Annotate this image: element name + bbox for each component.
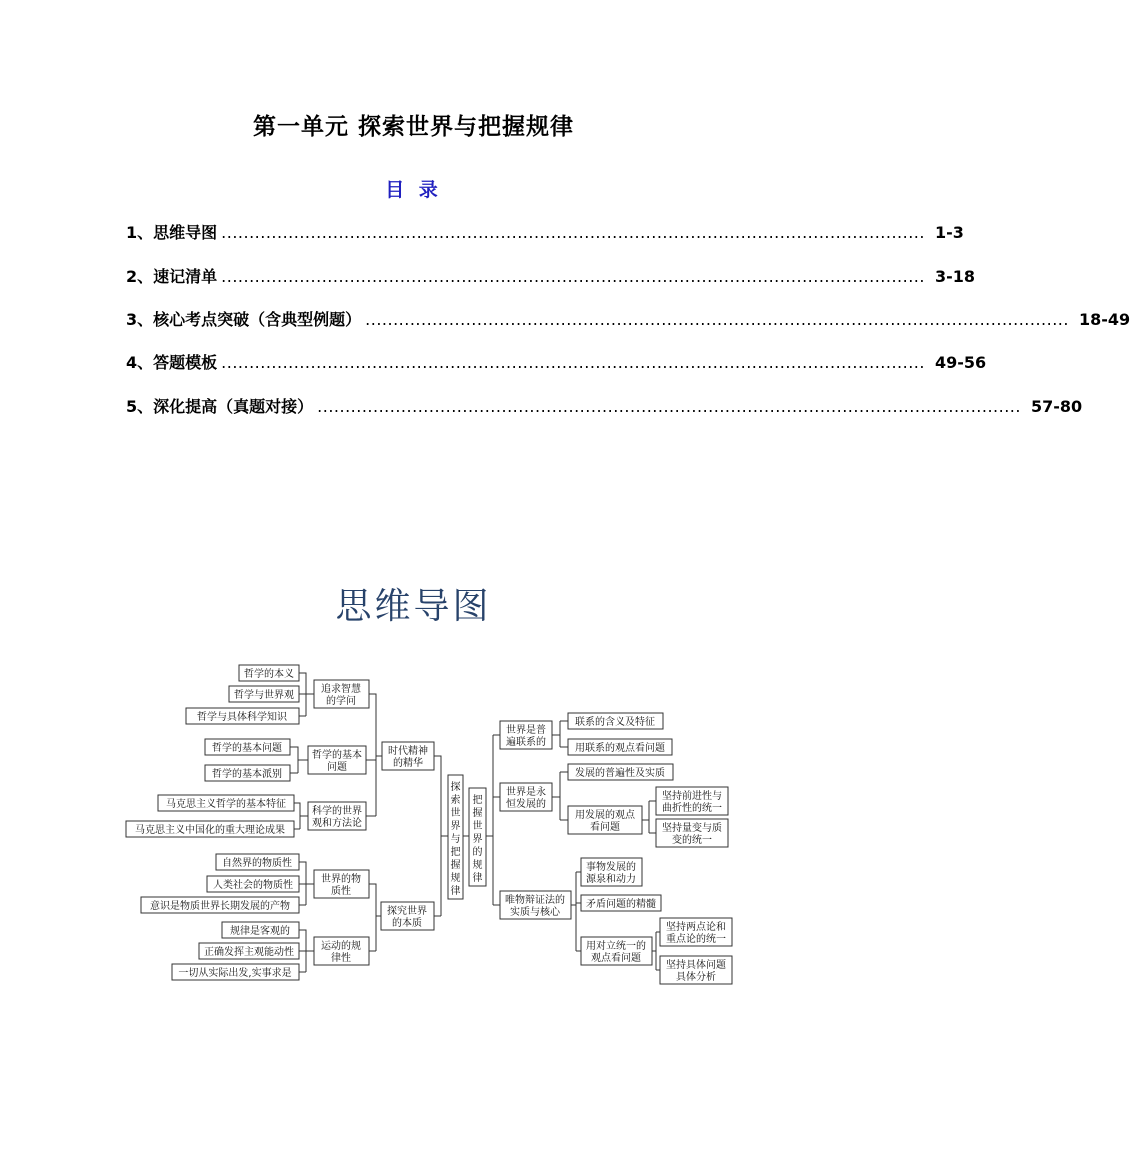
mindmap-leaf: 坚持两点论和: [666, 922, 726, 933]
mindmap-group-label: 哲学的基本: [312, 750, 362, 761]
mindmap-mid-label: 的精华: [393, 758, 423, 769]
root-char: 握: [472, 808, 483, 819]
toc-leader: ..............................................................................................................................: [317, 397, 1021, 416]
root-char: 规: [472, 860, 483, 871]
root-char: 律: [472, 873, 483, 884]
mindmap-mid-label: 时代精神: [388, 746, 428, 757]
mindmap-leaf: 坚持前进性与: [662, 791, 722, 802]
toc-item-pages: 18-49: [1078, 310, 1130, 329]
root-char: 规: [450, 873, 461, 884]
root-char: 与: [450, 834, 461, 845]
mindmap-leaf: 曲折性的统一: [662, 803, 722, 814]
mindmap-leaf: 自然界的物质性: [222, 858, 292, 869]
mindmap-group-label: 的学问: [326, 696, 356, 707]
mindmap-leaf: 用联系的观点看问题: [575, 743, 665, 754]
mindmap-group-label: 世界的物: [321, 874, 361, 885]
mindmap-leaf: 坚持量变与质: [662, 823, 722, 834]
toc-leader: ..............................................................................................................................: [221, 353, 925, 372]
toc-leader: ..............................................................................................................................: [365, 310, 1069, 329]
mindmap-group-label: 遍联系的: [506, 737, 546, 748]
toc-item-label: 4、答题模板: [126, 353, 218, 372]
mindmap-leaf: 源泉和动力: [586, 874, 636, 885]
mindmap-group-label: 追求智慧: [321, 684, 361, 695]
toc-item-pages: 49-56: [934, 353, 987, 372]
mindmap-group-label: 观和方法论: [312, 818, 362, 829]
mindmap-leaf: 哲学的本义: [244, 669, 294, 680]
root-char: 世: [450, 808, 461, 819]
mindmap-leaf: 哲学的基本派别: [212, 769, 282, 780]
root-char: 界: [472, 834, 483, 845]
mindmap-leaf: 正确发挥主观能动性: [204, 947, 294, 958]
mindmap-sub-label: 用发展的观点: [575, 810, 635, 821]
root-char: 把: [472, 795, 483, 806]
mindmap-leaf: 重点论的统一: [666, 934, 726, 945]
toc-item-label: 2、速记清单: [126, 267, 218, 286]
mindmap-group-label: 质性: [331, 886, 351, 897]
mindmap-leaf: 哲学的基本问题: [212, 743, 282, 754]
root-char: 律: [450, 886, 461, 897]
mindmap-leaf: 一切从实际出发,实事求是: [178, 968, 292, 979]
toc-leader: ..............................................................................................................................: [221, 223, 925, 242]
mindmap-mid-nodes: [381, 742, 434, 930]
toc-item-pages: 3-18: [934, 267, 976, 286]
mindmap-left-leaves: [126, 665, 299, 980]
mindmap-right-root: [469, 788, 486, 886]
mindmap-leaf: 变的统一: [672, 835, 712, 846]
toc-item-pages: 57-80: [1030, 397, 1083, 416]
toc-heading: 目 录: [385, 179, 442, 201]
mindmap-leaf: 意识是物质世界长期发展的产物: [150, 901, 290, 912]
mindmap-left-root: [448, 775, 463, 899]
page-title: 第一单元 探索世界与把握规律: [252, 113, 574, 140]
toc-item-label: 1、思维导图: [126, 223, 218, 242]
mindmap-group-label: 世界是普: [506, 725, 546, 736]
mindmap-sub-label: 用对立统一的: [586, 941, 646, 952]
mindmap-left-groups: [308, 680, 369, 965]
mindmap-leaf: 坚持具体问题: [666, 960, 726, 971]
mindmap-leaf: 哲学与世界观: [234, 690, 294, 701]
mindmap-leaf: 事物发展的: [586, 862, 636, 873]
toc-item-label: 5、深化提高（真题对接）: [126, 397, 314, 416]
mindmap-leaf: 人类社会的物质性: [213, 880, 293, 891]
toc-item-pages: 1-3: [934, 223, 964, 242]
toc-item-label: 3、核心考点突破（含典型例题）: [126, 310, 362, 329]
mindmap-group-label: 恒发展的: [506, 799, 546, 810]
root-char: 探: [450, 782, 461, 793]
root-char: 握: [450, 860, 461, 871]
mindmap-leaf: 马克思主义哲学的基本特征: [166, 799, 286, 810]
mindmap-group-label: 问题: [327, 762, 347, 773]
mindmap-sub-label: 观点看问题: [591, 953, 641, 964]
mindmap-right-leaves: [568, 713, 732, 984]
mindmap-sub-label: 看问题: [590, 822, 620, 833]
root-char: 索: [450, 795, 461, 806]
root-char: 界: [450, 821, 461, 832]
mindmap-mid-label: 的本质: [392, 918, 422, 929]
mindmap-group-label: 运动的规: [321, 941, 361, 952]
mindmap-leaf: 规律是客观的: [230, 926, 290, 937]
mindmap-leaf: 马克思主义中国化的重大理论成果: [135, 825, 285, 836]
root-char: 世: [472, 821, 483, 832]
mindmap-mid-label: 探究世界: [387, 906, 427, 917]
mindmap-leaf: 发展的普遍性及实质: [575, 768, 665, 779]
root-char: 的: [472, 847, 483, 858]
mindmap-group-label: 世界是永: [506, 787, 546, 798]
mindmap-group-label: 唯物辩证法的: [505, 895, 565, 906]
mindmap-leaf: 哲学与具体科学知识: [197, 712, 287, 723]
mindmap-group-label: 实质与核心: [510, 907, 560, 918]
mindmap-leaf: 矛盾问题的精髓: [586, 899, 656, 910]
root-char: 把: [450, 847, 461, 858]
mindmap-leaf: 具体分析: [676, 972, 716, 983]
mindmap-group-label: 律性: [331, 953, 351, 964]
toc-leader: ..............................................................................................................................: [221, 267, 925, 286]
mindmap-group-label: 科学的世界: [312, 806, 362, 817]
mindmap-title: 思维导图: [335, 586, 492, 627]
mindmap-leaf: 联系的含义及特征: [575, 717, 655, 728]
